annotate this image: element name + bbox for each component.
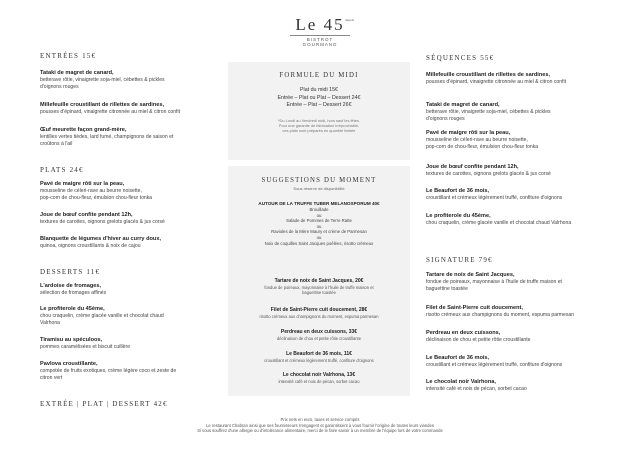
menu-item: [426, 164, 626, 178]
suggestion-item-title: Le chocolat noir Valrhona, 13€: [282, 372, 356, 378]
menu-item: [40, 283, 240, 297]
suggestion-item-description: risotto crémeux aux champignons du moment, espuma parmesan: [259, 313, 379, 319]
menu-item-title: Tiramisu au spéculoos,: [40, 337, 103, 343]
menu-item-description: chou craquelin, crème glacée vanille et chocolat chaud: [40, 313, 164, 320]
menu-item-description: quinoa, oignons croustillants & noix de cajou: [40, 243, 141, 250]
footer-line: Si vous souffrez d'une allergie ou d'intolérance alimentaire, merci de le faire savoir à un membre de l'équipe lors de votre commande: [197, 428, 443, 434]
menu-item-description: chou craquelin, crème glacée vanille et chocolat chaud Valrhona: [426, 220, 572, 227]
suggestion-item-description: baguettine toastée: [302, 289, 336, 295]
menu-item-title: Millefeuille croustillant de rillettes de sardines,: [40, 102, 165, 108]
menu-item: [40, 361, 240, 381]
desserts-title: DESSERTS 11€: [40, 268, 101, 276]
menu-item-description: pop-corn de chou-fleur, émulsion chou-fleur tonka: [40, 194, 153, 201]
menu-item: [426, 379, 626, 393]
formula-bottom: EXTRÉE | PLAT | DESSERT 42€: [40, 400, 168, 408]
menu-item-title: Joue de bœuf confite pendant 12h,: [40, 212, 133, 218]
menu-item: [40, 127, 240, 147]
suggestion-item: [228, 329, 410, 341]
truffle-option: ou: [316, 223, 322, 229]
formule-midi-note: Pour une garantie de fabrication irréprochable,: [278, 122, 360, 128]
menu-item: [40, 337, 240, 351]
footer-notes: [0, 417, 640, 434]
menu-item-description: d'oignons rouges: [426, 115, 465, 122]
menu-item-description: Valrhona: [40, 319, 61, 326]
menu-item-description: croustillant et crémeux légèrement truffé, confiture d'oignons: [426, 362, 563, 369]
menu-item: [426, 330, 626, 344]
menu-item-description: fondue de poireaux, mayonnaise à l'huile de truffe maison et: [426, 279, 562, 286]
menu-item-title: Le profiterole du 45ème,: [426, 213, 491, 219]
menu-item-title: Œuf meurette façon grand-mère,: [40, 127, 127, 133]
menu-item-title: Le profiterole du 45ème,: [40, 306, 105, 312]
menu-item: [426, 305, 626, 319]
truffle-option: Noix de coquilles Saint Jacques poêlées, risotto crémeux: [264, 240, 374, 246]
menu-item-title: Le chocolat noir Valrhona,: [426, 379, 496, 385]
menu-item-title: Filet de Saint-Pierre cuit doucement,: [426, 305, 523, 311]
menu-item-title: Pavé de maigre rôti sur la peau,: [426, 130, 511, 136]
truffle-option: Salade de Pommes de Terre Ratte: [286, 218, 352, 224]
suggestion-item: [228, 307, 410, 319]
suggestion-item: [228, 351, 410, 363]
truffle-lines: [228, 207, 410, 246]
menu-item-description: lentilles vertes tièdes, lard fumé, champignons de saison et: [40, 134, 174, 141]
suggestion-item-title: Le Beaufort de 36 mois, 11€: [286, 351, 352, 357]
truffle-option: Brouillade: [309, 207, 329, 212]
menu-item-description: croustillant et crémeux légèrement truffé, confiture d'oignons: [426, 195, 563, 202]
menu-item-description: textures de carottes, oignons grelots glacés & jus corsé: [40, 219, 165, 226]
formule-midi-panel: [228, 62, 410, 160]
menu-item: [426, 102, 626, 122]
menu-item: [426, 130, 626, 150]
menu-item-description: compotée de fruits exotiques, crème légère coco et zeste de: [40, 368, 177, 375]
signature-title: SIGNATURE 79€: [426, 256, 493, 264]
suggestions-title: SUGGESTIONS DU MOMENT: [261, 177, 377, 184]
menu-item-description: betterave rôtie, vinaigrette soja-miel, cébettes & pickles: [40, 77, 165, 84]
suggestion-item-title: Filet de Saint-Pierre cuit doucement, 28€: [270, 307, 368, 313]
menu-item-title: Perdreau en deux cuissons,: [426, 330, 501, 336]
suggestion-item: [228, 278, 410, 295]
menu-item: [40, 181, 240, 201]
footer-line: Prix nets en euro, taxes et service compris: [280, 417, 360, 422]
menu-item-description: pousses d'épinard, vinaigrette citronnée au miel & citron confit: [40, 109, 180, 116]
menu-item: [426, 272, 626, 292]
truffle-option: ou: [316, 212, 322, 218]
menu-item-title: Tataki de magret de canard,: [426, 102, 500, 108]
formule-midi-notes: [228, 118, 410, 133]
menu-item: [40, 212, 240, 226]
suggestion-item-title: Tartare de noix de Saint Jacques, 20€: [274, 278, 364, 284]
footer-line: Le restaurant Chabran ainsi que ses fournisseurs s'engagent et garantissent à vous fournir l'origine de toutes leurs viandes: [206, 422, 434, 428]
menu-item-description: baguettine toastée: [426, 285, 468, 292]
menu-item: [426, 72, 626, 86]
suggestions-panel: [228, 166, 410, 396]
suggestion-item-description: intensité café et noix de pécan, sorbet cacao: [278, 378, 360, 384]
menu-item-title: Millefeuille croustillant de rillettes de sardines,: [426, 72, 551, 78]
menu-item-description: risotto crémeux aux champignons du moment, espuma parmesan: [426, 312, 575, 319]
formule-midi-note: *Du Lundi au Vendredi midi, hors sauf les fêtes.: [278, 117, 360, 123]
formule-midi-line: Entrée – Plat ou Plat – Dessert 24€: [277, 94, 361, 101]
menu-item: [40, 70, 240, 90]
menu-item-description: sélection de fromages affinés: [40, 290, 107, 297]
menu-item-description: mousseline de céleri-rave au beurre noisette,: [40, 188, 142, 195]
truffle-option: Ravioles de la Mère Maury et crème de Parmesan: [271, 229, 367, 235]
menu-item-title: Joue de bœuf confite pendant 12h,: [426, 164, 519, 170]
entrees-title: ENTRÉES 15€: [40, 52, 97, 60]
menu-item: [426, 213, 626, 227]
menu-item: [40, 102, 240, 116]
menu-item: [40, 306, 240, 326]
truffle-block: [228, 201, 410, 246]
menu-item-title: Pavlova croustillante,: [40, 361, 98, 367]
menu-item-description: citron vert: [40, 374, 63, 381]
restaurant-name: Le 45: [295, 15, 345, 34]
menu-item-description: déclinaison de chou et petite rôtie croustillante: [426, 337, 531, 344]
suggestion-item-description: croustillant et crémeux légèrement truffé, confiture d'oignons: [264, 357, 374, 363]
truffle-title: AUTOUR DE LA TRUFFE TUBER MELANOSPORUM 40€: [258, 201, 380, 206]
menu-item-description: betterave rôtie, vinaigrette soja-miel, cébettes & pickles: [426, 109, 551, 116]
suggestion-item-description: fondue de poireaux, mayonnaise à l'huile de truffe maison et: [264, 284, 374, 290]
formule-midi-lines: [228, 87, 410, 110]
menu-item-description: pousses d'épinard, vinaigrette citronnée au miel & citron confit: [426, 79, 566, 86]
menu-item-description: croûtons à l'ail: [40, 140, 73, 147]
menu-item-title: Pavé de maigre rôti sur la peau,: [40, 181, 125, 187]
restaurant-subtitle: BISTROT GOURMAND: [290, 35, 350, 47]
formule-midi-line: Entrée – Plat – Dessert 26€: [286, 102, 352, 109]
sequences-title: SÉQUENCES 55€: [426, 54, 495, 62]
truffle-option: ou: [316, 234, 322, 240]
suggestions-subtitle: Sous réserve de disponibilité: [293, 186, 345, 191]
menu-item-description: pommes caramélisées et biscuit cuillère: [40, 344, 131, 351]
menu-item-description: textures de carottes, oignons grelots glacés & jus corsé: [426, 171, 551, 178]
suggestion-item-title: Perdreau en deux cuissons, 33€: [280, 329, 358, 335]
menu-item-title: Le Beaufort de 36 mois,: [426, 188, 490, 194]
formule-midi-note: ces plats sont préparés en quantité limitée: [282, 127, 356, 133]
menu-item-title: Le Beaufort de 36 mois,: [426, 355, 490, 361]
menu-item: [426, 188, 626, 202]
restaurant-logo: [272, 16, 368, 47]
menu-item: [426, 355, 626, 369]
formule-midi-line: Plat du midi 15€: [300, 87, 338, 93]
menu-item-title: Blanquette de légumes d'hiver au curry doux,: [40, 236, 162, 242]
menu-item-description: mousseline de céleri-rave au beurre noisette,: [426, 137, 528, 144]
logo-since: depuis: [345, 18, 354, 22]
menu-item-description: pop-corn de chou-fleur, émulsion chou-fleur tonka: [426, 143, 539, 150]
suggestion-item-description: déclinaison de chou et petite rôtie croustillante: [277, 335, 361, 341]
menu-item: [40, 236, 240, 250]
menu-item-description: intensité café et noix de pécan, sorbet cacao: [426, 386, 527, 393]
menu-item-title: L'ardoise de fromages,: [40, 283, 102, 289]
menu-item-title: Tataki de magret de canard,: [40, 70, 114, 76]
suggestion-item: [228, 372, 410, 384]
menu-item-description: d'oignons rouges: [40, 83, 79, 90]
plats-title: PLATS 24€: [40, 166, 84, 174]
formule-midi-title: FORMULE DU MIDI: [279, 72, 359, 79]
menu-item-title: Tartare de noix de Saint Jacques,: [426, 272, 515, 278]
